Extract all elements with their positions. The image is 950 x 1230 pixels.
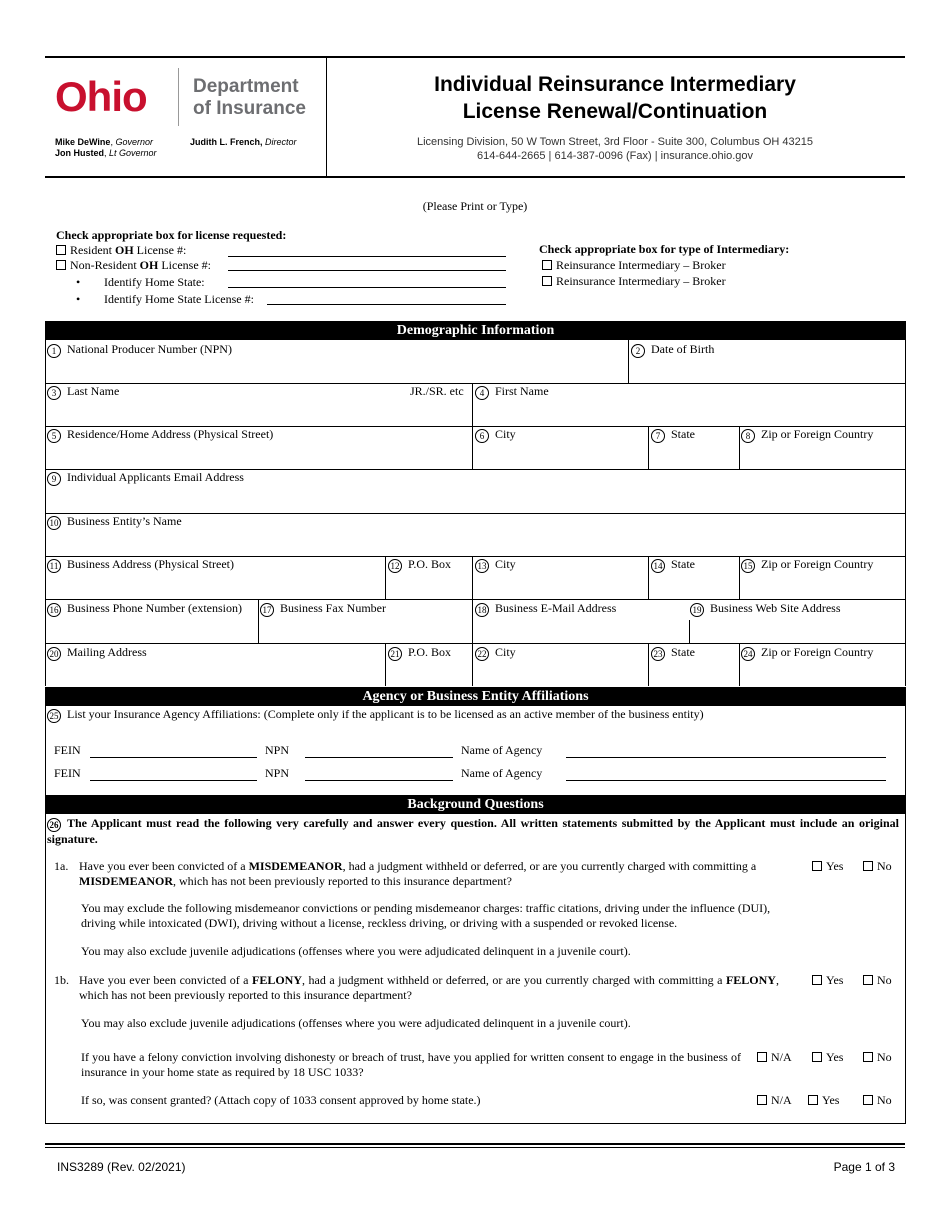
agency-instructions-text: List your Insurance Agency Affiliations: (Complete only if the applicant is to be licensed as an active member of the business entity) <box>67 707 704 721</box>
q1b-part1: Have you ever been convicted of a <box>79 973 252 987</box>
q1a-no[interactable] <box>863 859 892 874</box>
home-state-input[interactable] <box>228 287 506 288</box>
q1a-text <box>79 859 779 889</box>
field-number-3: 3 <box>47 386 61 400</box>
intermediary-checkbox-1[interactable] <box>542 260 552 270</box>
department-name <box>193 76 306 120</box>
granted-yes-checkbox[interactable] <box>808 1095 818 1105</box>
contact-info: 614-644-2665 | 614-387-0096 (Fax) | insurance.ohio.gov <box>476 150 753 162</box>
field-number-1: 1 <box>47 344 61 358</box>
granted-question: If so, was consent granted? (Attach copy of 1033 consent approved by home state.) <box>81 1093 481 1107</box>
q1a-part2: , had a judgment withheld or deferred, or are you currently charged with committing a <box>342 859 757 873</box>
intermediary-option-2[interactable] <box>542 274 726 289</box>
identify-license-label: Identify Home State License #: <box>104 292 254 306</box>
business-po-box-label: P.O. Box <box>408 557 452 571</box>
nonresident-license-input[interactable] <box>228 270 506 271</box>
business-website-field[interactable] <box>690 601 840 617</box>
dept-line2: of Insurance <box>193 98 306 119</box>
npn-input-1[interactable] <box>305 757 453 758</box>
lt-governor-title: Lt Governor <box>109 148 157 158</box>
dob-label: Date of Birth <box>651 342 715 356</box>
q1a-bold1: MISDEMEANOR <box>248 859 343 873</box>
granted-na[interactable] <box>757 1093 792 1108</box>
mailing-state-field[interactable] <box>651 645 695 661</box>
logo-divider <box>178 68 179 126</box>
consent-yes[interactable] <box>812 1050 843 1065</box>
q1b-part2: , had a judgment withheld or deferred, or are you currently charged with committing a <box>302 973 726 987</box>
business-entity-name-label: Business Entity’s Name <box>67 514 182 528</box>
field-number-2: 2 <box>631 344 645 358</box>
field-number-4: 4 <box>475 386 489 400</box>
consent-na-label: N/A <box>771 1050 792 1064</box>
mailing-address-field[interactable] <box>47 645 147 661</box>
field-number-20: 20 <box>47 647 61 661</box>
director-title: Director <box>265 137 297 147</box>
q1a-yes[interactable] <box>812 859 843 874</box>
field-number-5: 5 <box>47 429 61 443</box>
residence-zip-field[interactable] <box>741 427 873 443</box>
business-fax-field[interactable] <box>260 601 386 617</box>
fein-input-2[interactable] <box>90 780 257 781</box>
granted-no[interactable] <box>863 1093 892 1108</box>
background-intro <box>47 816 899 847</box>
residence-state-label: State <box>671 427 695 441</box>
consent-no[interactable] <box>863 1050 892 1065</box>
q1a-note1: You may exclude the following misdemeanor convictions or pending misdemeanor charges: traffic citations, driving under the influence (DUI), driving while intoxicated (DWI), driving without a license, reckless driving, or driving with a suspended or revoked license. <box>81 901 771 930</box>
field-number-13: 13 <box>475 559 489 573</box>
intermediary-type-heading: Check appropriate box for type of Intermediary: <box>539 242 790 256</box>
field-number-26: 26 <box>47 818 61 832</box>
intermediary-label-1: Reinsurance Intermediary – Broker <box>556 258 726 272</box>
npn-field[interactable] <box>47 342 232 358</box>
business-email-label: Business E-Mail Address <box>495 601 617 615</box>
business-phone-field[interactable] <box>47 601 242 617</box>
consent-na-checkbox[interactable] <box>757 1052 767 1062</box>
agency-header: Agency or Business Entity Affiliations <box>45 687 906 706</box>
business-zip-label: Zip or Foreign Country <box>761 557 874 571</box>
business-email-field[interactable] <box>475 601 616 617</box>
q1b-yes[interactable] <box>812 973 843 988</box>
fein-label-1: FEIN <box>54 743 81 757</box>
granted-yes-label: Yes <box>822 1093 840 1107</box>
resident-oh: OH <box>115 243 134 257</box>
form-title <box>330 71 900 125</box>
q1b-bold1: FELONY <box>252 973 303 987</box>
business-website-label: Business Web Site Address <box>710 601 841 615</box>
q1a-yes-label: Yes <box>826 859 844 873</box>
mailing-po-box-label: P.O. Box <box>408 645 452 659</box>
business-phone-label: Business Phone Number (extension) <box>67 601 242 615</box>
q1a-no-checkbox[interactable] <box>863 861 873 871</box>
granted-no-label: No <box>877 1093 892 1107</box>
license-request-heading: Check appropriate box for license requested: <box>56 228 287 242</box>
residence-address-label: Residence/Home Address (Physical Street) <box>67 427 274 441</box>
q1a-no-label: No <box>877 859 892 873</box>
q1b-yes-checkbox[interactable] <box>812 975 822 985</box>
business-city-field[interactable] <box>475 557 516 573</box>
title-line2: License Renewal/Continuation <box>462 100 768 123</box>
nonresident-oh: OH <box>139 258 159 272</box>
resident-option[interactable] <box>56 243 186 258</box>
field-number-6: 6 <box>475 429 489 443</box>
field-number-17: 17 <box>260 603 274 617</box>
first-name-label: First Name <box>495 384 549 398</box>
field-number-14: 14 <box>651 559 665 573</box>
email-field[interactable] <box>47 470 244 486</box>
business-po-box-field[interactable] <box>388 557 451 573</box>
page-number: Page 1 of 3 <box>833 1160 895 1174</box>
npn-input-2[interactable] <box>305 780 453 781</box>
nonresident-label: Non-Resident <box>70 258 140 272</box>
resident-license-label: License #: <box>133 243 187 257</box>
agency-name-input-2[interactable] <box>566 780 886 781</box>
director-name: Judith L. French, <box>190 137 263 147</box>
consent-yes-checkbox[interactable] <box>812 1052 822 1062</box>
granted-na-checkbox[interactable] <box>757 1095 767 1105</box>
field-number-7: 7 <box>651 429 665 443</box>
field-number-25: 25 <box>47 709 61 723</box>
q1b-bold2: FELONY <box>725 973 776 987</box>
ohio-logo: Ohio <box>55 73 147 120</box>
dob-field[interactable] <box>631 342 714 358</box>
home-state-license-input[interactable] <box>267 304 506 305</box>
residence-city-label: City <box>495 427 516 441</box>
nonresident-checkbox[interactable] <box>56 260 66 270</box>
q1b-yes-label: Yes <box>826 973 844 987</box>
intermediary-option-1[interactable] <box>542 258 726 273</box>
nonresident-license-label: License #: <box>158 258 211 272</box>
mailing-city-field[interactable] <box>475 645 516 661</box>
mailing-po-box-field[interactable] <box>388 645 451 661</box>
email-label: Individual Applicants Email Address <box>67 470 244 484</box>
mailing-address-label: Mailing Address <box>67 645 147 659</box>
q1a-part3: , which has not been previously reported to this insurance department? <box>173 874 512 888</box>
agency-name-label-2: Name of Agency <box>461 766 543 780</box>
granted-na-label: N/A <box>771 1093 792 1107</box>
residence-zip-label: Zip or Foreign Country <box>761 427 874 441</box>
background-header: Background Questions <box>45 795 906 814</box>
mailing-zip-label: Zip or Foreign Country <box>761 645 874 659</box>
agency-name-input-1[interactable] <box>566 757 886 758</box>
residence-state-field[interactable] <box>651 427 695 443</box>
field-number-16: 16 <box>47 603 61 617</box>
identify-license-item: • Identify Home State License #: <box>76 292 254 306</box>
resident-checkbox[interactable] <box>56 245 66 255</box>
granted-yes[interactable] <box>808 1093 839 1108</box>
field-number-19: 19 <box>690 603 704 617</box>
identify-state-label: Identify Home State: <box>104 275 205 289</box>
fein-input-1[interactable] <box>90 757 257 758</box>
business-city-label: City <box>495 557 516 571</box>
field-number-15: 15 <box>741 559 755 573</box>
business-fax-label: Business Fax Number <box>280 601 386 615</box>
intermediary-label-2: Reinsurance Intermediary – Broker <box>556 274 726 288</box>
residence-city-field[interactable] <box>475 427 516 443</box>
business-state-field[interactable] <box>651 557 695 573</box>
agency-name-label-1: Name of Agency <box>461 743 543 757</box>
nonresident-option[interactable] <box>56 258 211 273</box>
field-number-12: 12 <box>388 559 402 573</box>
demographic-header: Demographic Information <box>45 321 906 340</box>
dept-line1: Department <box>193 76 299 97</box>
business-address-field[interactable] <box>47 557 234 573</box>
governor-name: Mike DeWine <box>55 137 111 147</box>
consent-yes-label: Yes <box>826 1050 844 1064</box>
resident-label: Resident <box>70 243 115 257</box>
identify-state-item: • Identify Home State: <box>76 275 205 289</box>
business-address-label: Business Address (Physical Street) <box>67 557 234 571</box>
consent-na[interactable] <box>757 1050 792 1065</box>
q1a-number: 1a. <box>54 859 69 873</box>
field-number-22: 22 <box>475 647 489 661</box>
npn-label-1: NPN <box>265 743 290 757</box>
q1b-text <box>79 973 779 1003</box>
field-number-8: 8 <box>741 429 755 443</box>
title-line1: Individual Reinsurance Intermediary <box>434 73 796 96</box>
governor-title: Governor <box>115 137 153 147</box>
residence-address-field[interactable] <box>47 427 273 443</box>
npn-label-2: NPN <box>265 766 290 780</box>
lt-governor-name: Jon Husted <box>55 148 105 158</box>
q1b-no[interactable] <box>863 973 892 988</box>
consent-question: If you have a felony conviction involving dishonesty or breach of trust, have you applied for written consent to engage in the business of insurance in your home state as required by 18 USC 1033? <box>81 1050 741 1079</box>
q1b-no-label: No <box>877 973 892 987</box>
npn-label: National Producer Number (NPN) <box>67 342 232 356</box>
first-name-field[interactable] <box>475 384 549 400</box>
field-number-21: 21 <box>388 647 402 661</box>
q1b-part3: , which has not been previously reported to this insurance department? <box>79 973 779 1002</box>
business-state-label: State <box>671 557 695 571</box>
fein-label-2: FEIN <box>54 766 81 780</box>
field-number-9: 9 <box>47 472 61 486</box>
q1b-note: You may also exclude juvenile adjudications (offenses where you were adjudicated delinquent in a juvenile court). <box>81 1016 631 1030</box>
agency-instructions <box>47 707 704 723</box>
form-id: INS3289 (Rev. 02/2021) <box>57 1160 186 1174</box>
q1a-part1: Have you ever been convicted of a <box>79 859 249 873</box>
field-number-10: 10 <box>47 516 61 530</box>
business-zip-field[interactable] <box>741 557 873 573</box>
q1b-no-checkbox[interactable] <box>863 975 873 985</box>
field-number-23: 23 <box>651 647 665 661</box>
intermediary-checkbox-2[interactable] <box>542 276 552 286</box>
field-number-24: 24 <box>741 647 755 661</box>
q1b-number: 1b. <box>54 973 69 987</box>
q1a-note2: You may also exclude juvenile adjudications (offenses where you were adjudicated delinquent in a juvenile court). <box>81 944 631 958</box>
print-instruction: (Please Print or Type) <box>422 199 528 213</box>
mailing-city-label: City <box>495 645 516 659</box>
q1a-yes-checkbox[interactable] <box>812 861 822 871</box>
field-number-11: 11 <box>47 559 61 573</box>
business-entity-name-field[interactable] <box>47 514 182 530</box>
mailing-zip-field[interactable] <box>741 645 873 661</box>
q1a-bold2: MISDEMEANOR <box>79 874 174 888</box>
background-intro-text: The Applicant must read the following very carefully and answer every question. All written statements submitted by the Applicant must include an original signature. <box>47 816 899 846</box>
last-name-label: Last Name <box>67 384 120 398</box>
consent-no-label: No <box>877 1050 892 1064</box>
division-address: Licensing Division, 50 W Town Street, 3rd Floor - Suite 300, Columbus OH 43215 <box>417 136 813 148</box>
granted-no-checkbox[interactable] <box>863 1095 873 1105</box>
field-number-18: 18 <box>475 603 489 617</box>
suffix-label: JR./SR. etc <box>410 384 464 398</box>
resident-license-input[interactable] <box>228 256 506 257</box>
last-name-field[interactable] <box>47 384 119 400</box>
consent-no-checkbox[interactable] <box>863 1052 873 1062</box>
mailing-state-label: State <box>671 645 695 659</box>
